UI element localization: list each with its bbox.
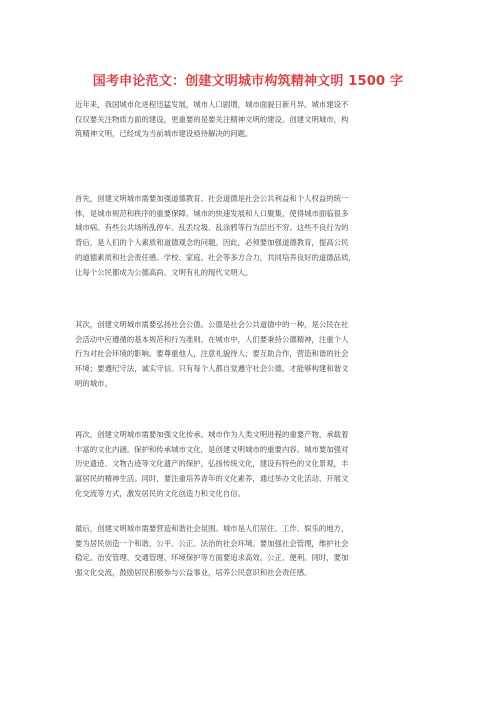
text-line: 体，是城市规范和秩序的重要保障。城市的快速发展和人口聚集，使得城市面临很多 [75, 208, 349, 218]
text-line: 稳定。治安管理、交通管理、环境保护等方面要追求高效、公正、便利。同时，要加 [75, 553, 349, 563]
paragraph-intro [75, 98, 427, 142]
text-line: 背后，是人们的个人素质和道德观念的问题。因此，必须要加强道德教育，提高公民 [75, 238, 349, 248]
text-line: 近年来，我国城市化进程迅猛发展，城市人口剧增，城市面貌日新月异。城市建设不 [75, 100, 349, 109]
text-line: 强文化交流，鼓励居民积极参与公益事业，培养公民意识和社会责任感。 [75, 568, 312, 578]
text-line: 让每个公民都成为公德高尚、文明有礼的现代文明人。 [75, 267, 253, 277]
text-line: 首先，创建文明城市需要加强道德教育。社会道德是社会公共利益和个人权益的统一 [75, 194, 349, 203]
paragraph-public-morality [75, 318, 427, 392]
text-line: 筑精神文明，已经成为当前城市建设亟待解决的问题。 [75, 129, 253, 139]
text-line: 再次，创建文明城市需要加强文化传承。城市作为人类文明进程的重要产物，承载着 [75, 430, 349, 439]
paragraph-cultural-heritage [75, 428, 427, 502]
paragraph-harmonious-society [75, 522, 427, 581]
text-line: 化交流等方式，激发居民的文化创造力和文化自信。 [75, 488, 245, 498]
text-line: 城市病。有些公共场所乱停车、乱丢垃圾、乱涂鸦等行为层出不穷。这些不良行为的 [75, 223, 349, 233]
text-line: 仅仅要关注物质方面的建设，更重要的是要关注精神文明的建设。创建文明城市，构 [75, 114, 349, 124]
text-line: 会活动中应遵循的基本规范和行为准则。在城市中，人们要秉持公德精神，注重个人 [75, 334, 349, 344]
text-line: 行为对社会环境的影响。要尊重他人，注意礼貌待人；要互助合作，营造和谐的社会 [75, 349, 349, 359]
text-line: 要为居民创造一个和谐、公平、公正、法治的社会环境。要加强社会管理，维护社会 [75, 538, 349, 548]
text-line: 其次，创建文明城市需要弘扬社会公德。公德是社会公共道德中的一种，是公民在社 [75, 320, 349, 329]
document-title: 国考申论范文：创建文明城市构筑精神文明 1500 字 [92, 74, 404, 89]
text-line: 富居民的精神生活。同时，要注重培养青年的文化素养，通过举办文化活动、开展文 [75, 474, 349, 484]
text-line: 的道德素质和社会责任感。学校、家庭、社会等多方合力，共同培养良好的道德品质， [75, 252, 356, 262]
text-line: 明的城市。 [75, 378, 112, 388]
text-line: 丰富的文化内涵。保护和传承城市文化，是创建文明城市的重要内容。城市要加强对 [75, 444, 349, 454]
paragraph-moral-education [75, 192, 427, 280]
text-line: 环境；要遵纪守法，诚实守信。只有每个人都自觉遵守社会公德，才能够构建和谐文 [75, 364, 349, 374]
text-line: 历史遗迹、文物古迹等文化遗产的保护，弘扬传统文化，建设有特色的文化景观，丰 [75, 459, 349, 469]
text-line: 最后，创建文明城市需要营造和谐社会氛围。城市是人们居住、工作、娱乐的地方， [75, 524, 349, 533]
